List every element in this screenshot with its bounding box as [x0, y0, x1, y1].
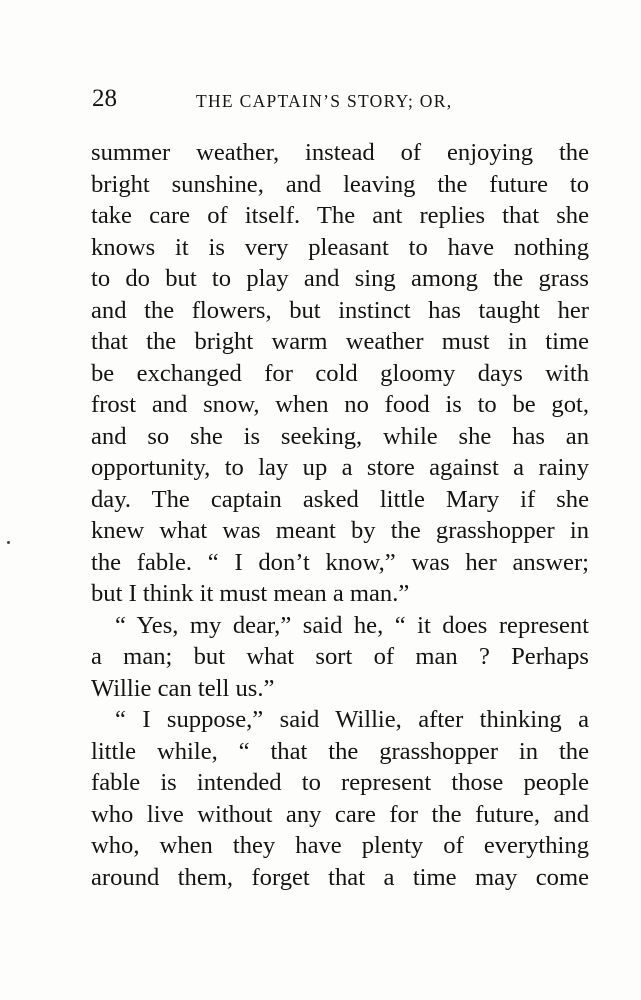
body-text [91, 137, 589, 893]
text-line: Willie can tell us.” [91, 674, 275, 702]
running-head [92, 84, 592, 118]
text-line: take care of itself. The ant replies that she [91, 202, 589, 229]
running-title: THE CAPTAIN’S STORY; OR, [196, 91, 453, 111]
text-line: be exchanged for cold gloomy days with [91, 359, 589, 387]
text-line: “ I suppose,” said Willie, after thinking a [115, 706, 589, 733]
text-line: that the bright warm weather must in time [91, 328, 589, 355]
text-line: knew what was meant by the grasshopper in [91, 517, 589, 544]
text-line: frost and snow, when no food is to be got, [91, 391, 589, 418]
text-line: who live without any care for the future, and [91, 800, 589, 828]
text-line: and the flowers, but instinct has taught her [91, 296, 589, 324]
text-line: day. The captain asked little Mary if she [91, 485, 589, 513]
text-line: and so she is seeking, while she has an [91, 422, 589, 450]
page-number: 28 [92, 85, 117, 112]
text-line: to do but to play and sing among the grass [91, 265, 589, 292]
text-line: a man; but what sort of man ? Perhaps [91, 643, 589, 670]
text-line: who, when they have plenty of everything [91, 832, 589, 859]
text-line: but I think it must mean a man.” [91, 580, 410, 607]
text-line: around them, forget that a time may come [91, 863, 589, 891]
text-line: fable is intended to represent those people [91, 769, 589, 796]
text-line: bright sunshine, and leaving the future to [91, 170, 589, 198]
text-line: the fable. “ I don’t know,” was her answer; [91, 548, 589, 576]
text-line: opportunity, to lay up a store against a rainy [91, 454, 589, 481]
text-line: little while, “ that the grasshopper in the [91, 737, 589, 765]
text-line: knows it is very pleasant to have nothing [91, 233, 589, 261]
margin-speck [7, 541, 10, 544]
text-line: “ Yes, my dear,” said he, “ it does represent [115, 611, 589, 639]
text-line: summer weather, instead of enjoying the [91, 139, 589, 166]
